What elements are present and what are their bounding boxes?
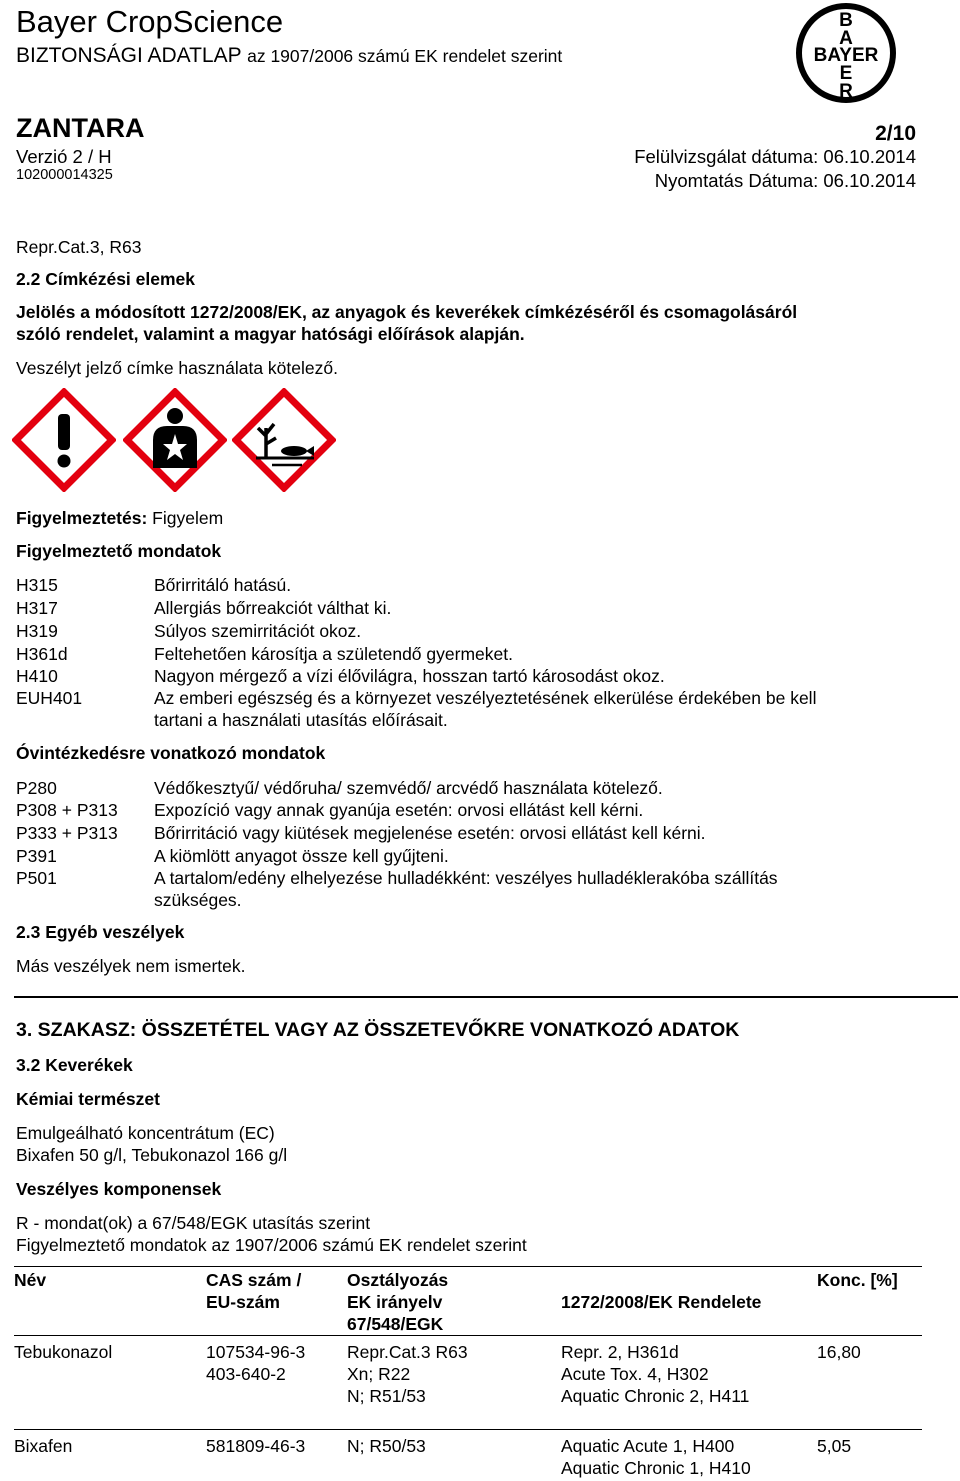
cell-ids [206,1336,347,1430]
cell-clp-line: Repr. 2, H361d [561,1342,679,1362]
hazard-code: H319 [16,621,58,641]
components-table [14,1266,922,1479]
mandatory-label-note: Veszélyt jelző címke használata kötelező. [16,358,338,378]
cell-clp [561,1430,817,1480]
hazard-text: Az emberi egészség és a környezet veszélyeztetésének elkerülése érdekében be kell [154,688,817,708]
bayer-logo [795,2,897,104]
exclamation-mark-pictogram-icon [12,388,116,492]
cell-clp-line: Aquatic Chronic 2, H411 [561,1386,750,1406]
hazard-text: Bőrirritáló hatású. [154,575,292,595]
section-3-title: 3. SZAKASZ: ÖSSZETÉTEL VAGY AZ ÖSSZETEVŐKRE VONATKOZÓ ADATOK [16,1019,740,1041]
cell-name: Bixafen [14,1436,73,1456]
heading-2-3: 2.3 Egyéb veszélyek [16,922,185,942]
cell-cas: 107534-96-3 [206,1342,306,1362]
precaution-code: P333 + P313 [16,823,118,843]
col-header-ek [347,1291,561,1335]
precautionary-statements-heading: Óvintézkedésre vonatkozó mondatok [16,743,326,763]
precaution-text: Expozíció vagy annak gyanúja esetén: orvosi ellátást kell kérni. [154,800,644,820]
formulation-type: Emulgeálható koncentrátum (EC) [16,1123,275,1143]
cell-conc: 16,80 [817,1342,861,1362]
col-header-ek-line2: 67/548/EGK [347,1314,444,1334]
table-row [14,1336,922,1430]
dates-block [634,145,916,193]
signal-word-value: Figyelem [152,508,224,528]
precaution-code: P501 [16,868,57,888]
regulation-label: az 1907/2006 számú EK rendelet szerint [247,46,563,66]
hazard-text: Feltehetően károsítja a születendő gyermeket. [154,644,513,664]
health-hazard-pictogram-icon [123,388,227,492]
heading-3-2: 3.2 Keverékek [16,1055,133,1075]
col-header-classification [347,1266,817,1336]
cell-ek [347,1336,561,1430]
cell-cas: 581809-46-3 [206,1436,306,1456]
col-header-clp: 1272/2008/EK Rendelete [561,1292,762,1312]
cell-name: Tebukonazol [14,1342,113,1362]
signal-word-separator: : [141,508,148,528]
cell-clp-line: Aquatic Acute 1, H400 [561,1436,735,1456]
hazard-text-continued: tartani a használati utasítás előírásait. [154,710,448,730]
page-number: 2/10 [875,122,916,145]
hazard-text: Nagyon mérgező a vízi élővilágra, hosszan tartó károsodást okoz. [154,666,665,686]
hazard-text: Allergiás bőrreakciót válthat ki. [154,598,392,618]
carry-over-line: Repr.Cat.3, R63 [16,237,142,257]
hazard-code: EUH401 [16,688,83,708]
other-hazards-text: Más veszélyek nem ismertek. [16,956,246,976]
cell-ids [206,1430,347,1480]
cell-clp [561,1336,817,1430]
cell-ek-line: N; R50/53 [347,1436,426,1456]
precaution-text-continued: szükséges. [154,890,242,910]
precaution-code: P391 [16,846,57,866]
cell-clp-line: Acute Tox. 4, H302 [561,1364,709,1384]
logo-letter-r: R [839,81,853,102]
table-header-row [14,1266,922,1336]
cell-conc: 5,05 [817,1436,852,1456]
hazard-text: Súlyos szemirritációt okoz. [154,621,362,641]
signal-word-label: Figyelmeztetés [16,508,142,528]
logo-letter-a: A [839,28,853,49]
signal-word-row [16,507,916,530]
document-type [16,43,562,69]
col-header-ek-line1: EK irányelv [347,1292,443,1312]
hazard-code: H361d [16,644,68,664]
table-row [14,1430,922,1480]
cell-ek-line: Xn; R22 [347,1364,411,1384]
labeling-basis-line-1: Jelölés a módosított 1272/2008/EK, az anyagok és keverékek címkézéséről és csomagolásáról [16,302,798,322]
col-header-class-label: Osztályozás [347,1270,449,1290]
print-date: Nyomtatás Dátuma: 06.10.2014 [654,170,916,191]
labeling-basis-line-2: szóló rendelet, valamint a magyar hatósági előírások alapján. [16,324,525,344]
revision-date: Felülvizsgálat dátuma: 06.10.2014 [634,146,916,167]
doc-type-label: BIZTONSÁGI ADATLAP [16,44,242,67]
logo-letter-b: B [839,10,853,31]
hazard-statements-heading: Figyelmeztető mondatok [16,541,222,561]
cell-ek [347,1430,561,1480]
col-header-cas [206,1266,347,1336]
version-label: Verzió 2 / H [16,146,112,167]
hazard-code: H315 [16,575,58,595]
hazardous-components-heading: Veszélyes komponensek [16,1179,222,1199]
col-header-conc: Konc. [%] [817,1270,898,1290]
cell-eu: 403-640-2 [206,1364,286,1384]
h-phrase-note: Figyelmeztető mondatok az 1907/2006 számú EK rendelet szerint [16,1235,527,1255]
col-header-name: Név [14,1270,47,1290]
brand-name: Bayer CropScience [16,4,284,39]
product-name: ZANTARA [16,113,145,143]
col-header-cas-line2: EU-szám [206,1292,280,1312]
cell-ek-line: N; R51/53 [347,1386,426,1406]
hazard-code: H410 [16,666,58,686]
chemical-nature-heading: Kémiai természet [16,1089,160,1109]
precaution-text: A tartalom/edény elhelyezése hulladékként: veszélyes hulladéklerakóba szállítás [154,868,778,888]
section-divider [14,996,958,998]
precaution-code: P280 [16,778,57,798]
logo-word-bayer: BAYER [813,45,879,66]
logo-letter-e: E [839,63,853,84]
document-number: 102000014325 [16,167,113,183]
hazard-code: H317 [16,598,58,618]
environment-pictogram-icon [232,388,336,492]
composition-text: Bixafen 50 g/l, Tebukonazol 166 g/l [16,1145,288,1165]
r-phrase-note: R - mondat(ok) a 67/548/EGK utasítás szerint [16,1213,371,1233]
precaution-code: P308 + P313 [16,800,118,820]
precaution-text: Védőkesztyű/ védőruha/ szemvédő/ arcvédő használata kötelező. [154,778,663,798]
precaution-text: A kiömlött anyagot össze kell gyűjteni. [154,846,449,866]
cell-ek-line: Repr.Cat.3 R63 [347,1342,468,1362]
cell-clp-line: Aquatic Chronic 1, H410 [561,1458,751,1478]
precaution-text: Bőrirritáció vagy kiütések megjelenése esetén: orvosi ellátást kell kérni. [154,823,706,843]
col-header-cas-line1: CAS szám / [206,1270,302,1290]
heading-2-2: 2.2 Címkézési elemek [16,269,196,289]
